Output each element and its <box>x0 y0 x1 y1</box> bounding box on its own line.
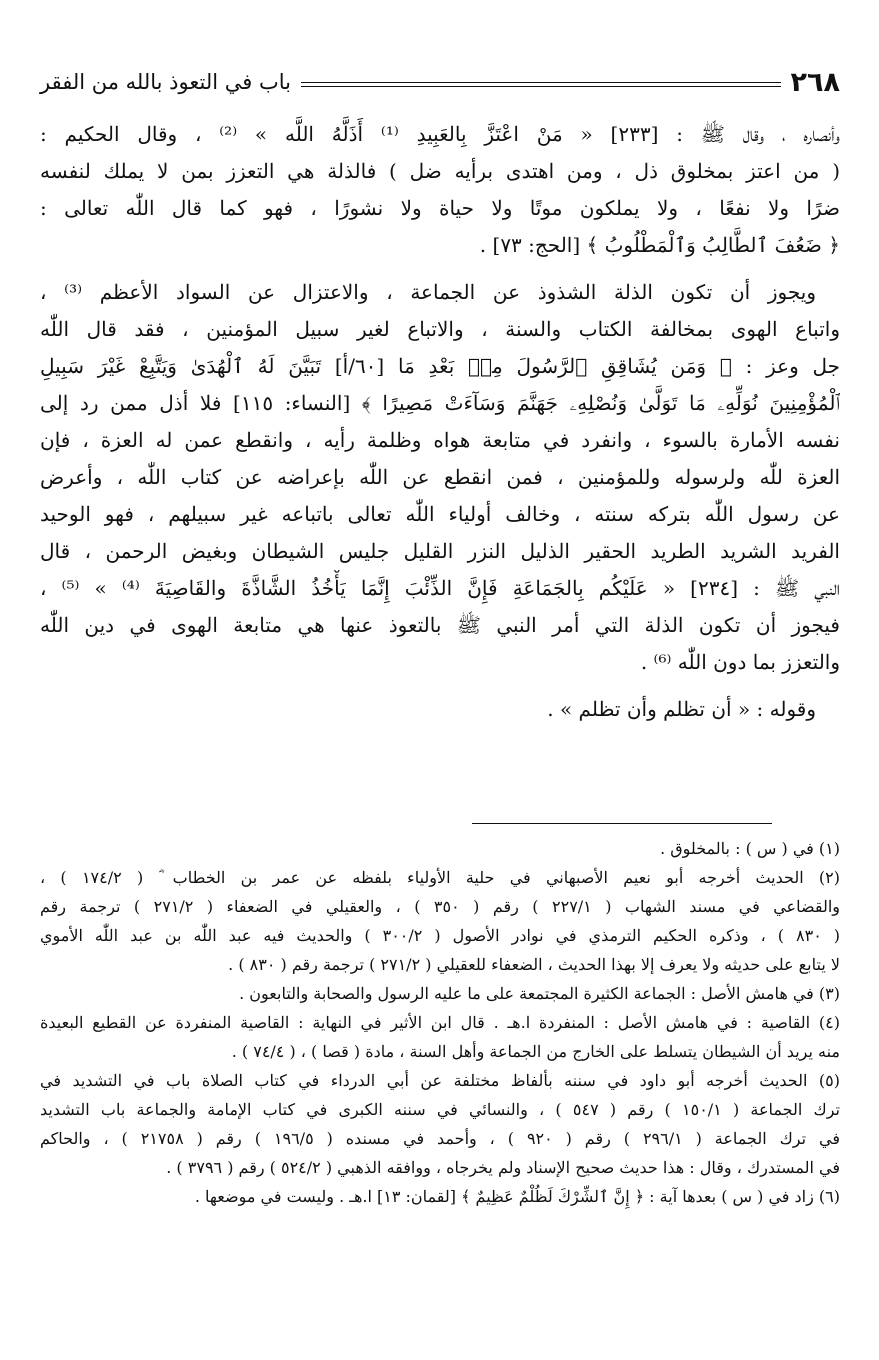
footnote-line: في المستدرك ، وقال : هذا حديث صحيح الإسناد ولم يخرجاه ، ووافقه الذهبي ( ٥٢٤/٢ ) رقم ( ٣٧٩٦ ) . <box>166 1158 840 1177</box>
footnote-line: والقضاعي في مسند الشهاب ( ٢٢٧/١ ) رقم ( ٣٥٠ ) ، والعقيلي في الضعفاء ( ٢٧١/٢ ) ترجمة رقم <box>40 897 840 916</box>
footnote-line: ترك الجماعة ( ١٥٠/١ ) رقم ( ٥٤٧ ) ، والنسائي في سننه الكبرى في كتاب الإمامة والجماعة باب التشديد <box>40 1100 840 1119</box>
text-line: فيجوز أن تكون الذلة التي أمر النبي ﷺ بالتعوذ عنها هي متابعة الهوى في دين اللّٰه <box>40 613 840 637</box>
header-double-rule <box>301 82 781 87</box>
footnote-line: (٢) الحديث أخرجه أبو نعيم الأصبهاني في حلية الأولياء بلفظه عن عمر بن الخطاب ؓ ( ١٧٤/٢ ) ، <box>40 868 840 887</box>
footnote-line: (٥) الحديث أخرجه أبو داود في سننه بألفاظ مختلفة عن أبي الدرداء في كتاب الصلاة باب في التشديد في <box>40 1071 840 1090</box>
footnote-line: (٤) القاصية : في هامش الأصل : المنفردة ا.هـ . قال ابن الأثير في النهاية : القاصية المنفردة عن القطيع البعيدة <box>40 1013 840 1032</box>
text-line: ويجوز أن تكون الذلة الشذوذ عن الجماعة ، والاعتزال عن السواد الأعظم ⁽³⁾ ، <box>40 280 816 304</box>
text-line: ضرًا ولا نفعًا ، ولا يملكون موتًا ولا حياة ولا نشورًا ، فهو كما قال اللّٰه تعالى : <box>40 196 840 220</box>
text-line: والتعزز بما دون اللّٰه ⁽⁶⁾ . <box>640 650 840 674</box>
text-line: واتباع الهوى بمخالفة الكتاب والسنة ، والاتباع لغير سبيل المؤمنين ، فقد قال اللّٰه <box>40 317 840 341</box>
text-line: النبي ﷺ : [٢٣٤] « عَلَيْكُم بِالجَمَاعَةِ فَإِنَّ الذِّئْبَ إِنَّمَا يَأْخُذُ الشَّاذَّةَ والقَاصِيَةَ ⁽⁴⁾ » ⁽⁵⁾ ، <box>40 576 840 600</box>
text-line: الفريد الشريد الطريد الحقير الذليل النزر القليل جليس الشيطان وبغيض الرحمن ، قال <box>40 539 840 563</box>
text-line: عن رسول اللّٰه بتركه سنته ، وخالف أولياء اللّٰه تعالى باتباعه غير سبيلهم ، فهو الوحيد <box>40 502 840 526</box>
text-line: وأنصاره ، وقال ﷺ : [٢٣٣] « مَنْ اعْتَزَّ بِالعَبِيدِ ⁽¹⁾ أَذَلَّهُ اللَّه » ⁽²⁾ ، وقال الحكيم : <box>40 122 840 146</box>
text-line: نفسه الأمارة بالسوء ، وانفرد في متابعة هواه وظلمة رأيه ، وانقطع عمن له العزة ، فإن <box>40 428 840 452</box>
footnote-line: لا يتابع على حديثه ولا يعرف إلا بهذا الحديث ، الضعفاء للعقيلي ( ٢٧١/٢ ) ترجمة رقم ( ٨٣٠ ) . <box>228 955 840 974</box>
text-line: وقوله : « أن تظلم وأن تظلم » . <box>547 697 816 721</box>
page-number: ٢٦٨ <box>790 66 840 98</box>
footnote-line: (٣) في هامش الأصل : الجماعة الكثيرة المجتمعة على ما عليه الرسول والصحابة والتابعون . <box>239 984 840 1003</box>
footnotes <box>40 834 840 1211</box>
text-line: ( من اعتز بمخلوق ذل ، ومن اهتدى برأيه ضل ) فالذلة هي التعزز بمن لا يملك لنفسه <box>40 159 840 183</box>
paragraph-gap <box>40 681 840 691</box>
text-line: العزة للّٰه ولرسوله وللمؤمنين ، فمن انقطع عن اللّٰه بإعراضه عن كتاب اللّٰه ، وأعرض <box>40 465 840 489</box>
footnote-line: منه يريد أن الشيطان يتسلط على الخارج من الجماعة وأهل السنة ، مادة ( قصا ) ، ( ٧٤/٤ ) . <box>231 1042 840 1061</box>
footnote-separator <box>472 823 772 824</box>
footnote-line: في ترك الجماعة ( ٢٩٦/١ ) رقم ( ٩٢٠ ) ، وأحمد في مسنده ( ١٩٦/٥ ) رقم ( ٢١٧٥٨ ) ، والحاكم <box>40 1129 840 1148</box>
page-header <box>40 62 840 102</box>
paragraph-gap <box>40 264 840 274</box>
footnote-line: (١) في ( س ) : بالمخلوق . <box>660 839 840 858</box>
footnote-line: ( ٨٣٠ ) ، وذكره الحكيم الترمذي في نوادر الأصول ( ٣٠٠/٢ ) والحديث فيه عبد اللّٰه بن عبد اللّٰه الأموي <box>40 926 840 945</box>
footnote-line: (٦) زاد في ( س ) بعدها آية : ﴿ إِنَّ ٱلشِّرْكَ لَظُلْمٌ عَظِيمٌ ﴾ [لقمان: ١٣] ا.هـ . وليست في موضعها . <box>194 1187 840 1206</box>
running-title: باب في التعوذ بالله من الفقر <box>40 70 291 94</box>
text-line: جل وعز : ﴿ وَمَن يُشَاقِقِ ٱلرَّسُولَ مِنۢ بَعْدِ مَا [٦٠/أ] تَبَيَّنَ لَهُ ٱلْهُدَىٰ وَيَتَّبِعْ غَيْرَ سَبِيلِ <box>40 354 840 378</box>
text-line: ٱلْمُؤْمِنِينَ نُوَلِّهِۦ مَا تَوَلَّىٰ وَنُصْلِهِۦ جَهَنَّمَ وَسَآءَتْ مَصِيرًا ﴾ [النساء: ١١٥] فلا أذل ممن رد إلى <box>40 391 840 415</box>
text-line: ﴿ ضَعُفَ ٱلطَّالِبُ وَٱلْمَطْلُوبُ ﴾ [الحج: ٧٣] . <box>479 233 840 257</box>
main-text <box>40 116 840 728</box>
